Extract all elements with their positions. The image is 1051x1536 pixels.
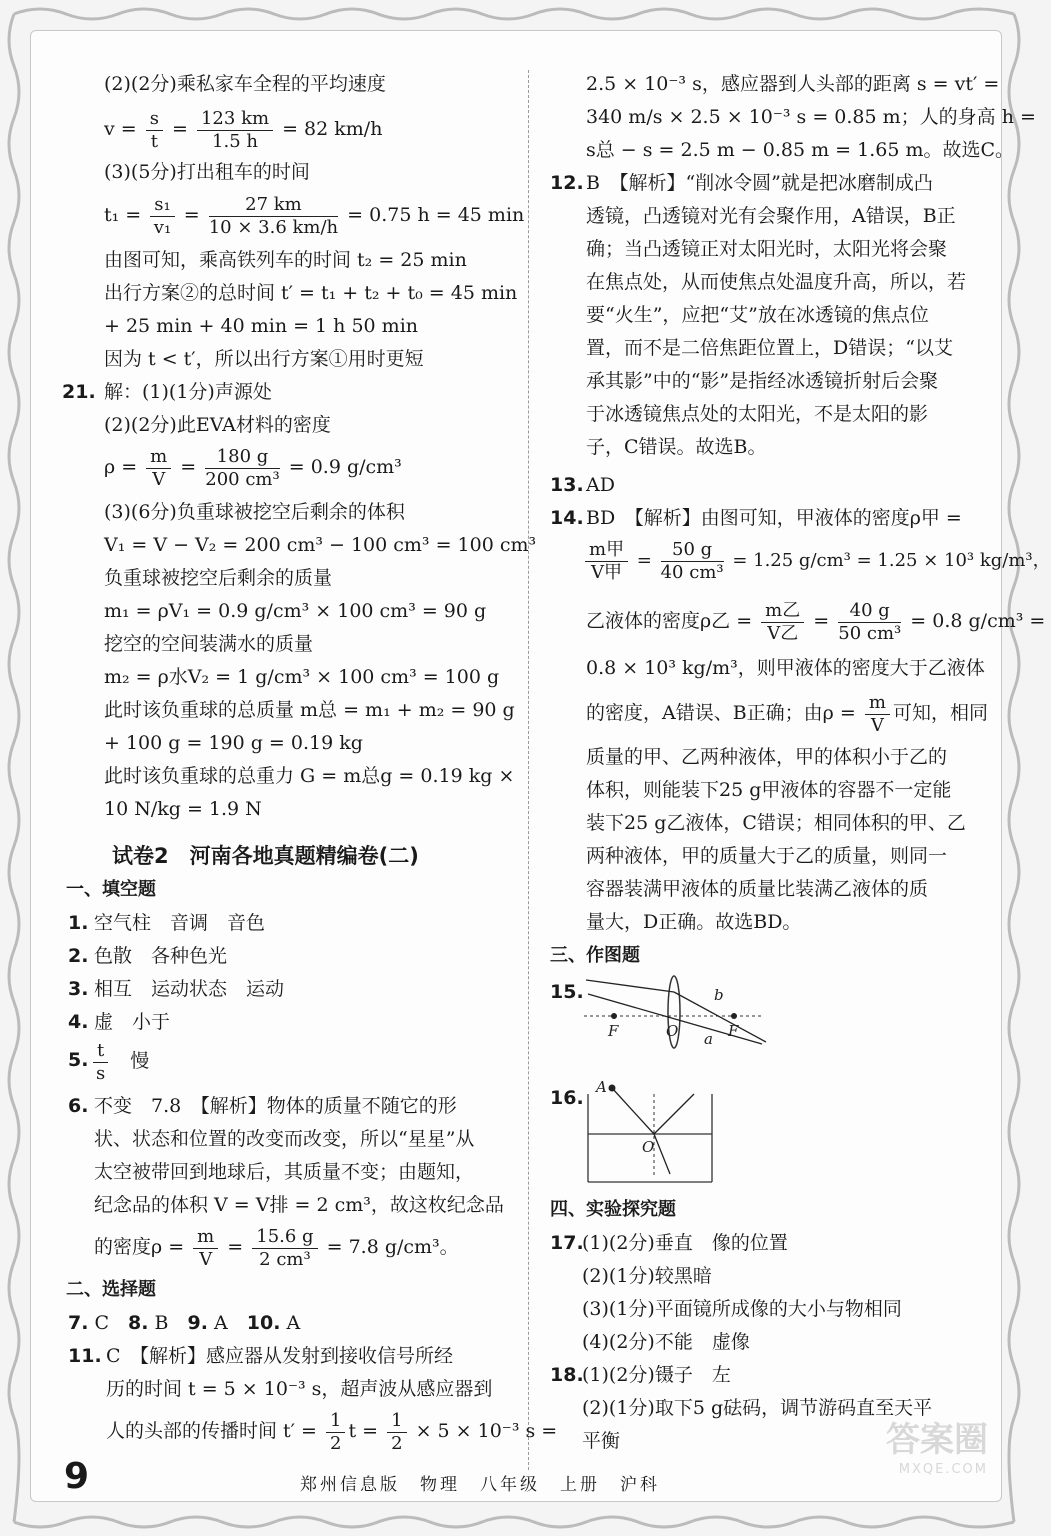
label-a: A [596, 1078, 607, 1096]
question-number: 17. [550, 1232, 584, 1254]
column-divider [528, 70, 529, 1470]
fraction: $\frac{\text{s₁}}{\text{v₁}}$ [150, 194, 174, 239]
refraction-diagram [588, 1078, 728, 1188]
fraction: $\frac{\text{m乙}}{\text{V乙}}$ [761, 600, 804, 645]
label-b: b [714, 986, 724, 1004]
fraction: $\frac{\text{m甲}}{\text{V甲}}$ [585, 539, 628, 584]
fraction: $\frac{50 g}{\text{40 cm³}}$ [660, 538, 724, 583]
section-heading: 二、选择题 [66, 1279, 156, 1300]
question-number: 12. [550, 172, 584, 194]
formula-line: 乙液体的密度ρ乙 = $\frac{\text{m乙}}{\text{V乙}}$ = $\frac{40 g}{\text{50 cm³}}$ = 0.8 g/cm³ = [586, 599, 1046, 644]
answer-line: 于冰透镜焦点处的太阳光，不是太阳的影 [586, 403, 929, 425]
left-column [62, 66, 558, 1454]
answer-line: 装下25 g乙液体，C错误；相同体积的甲、乙 [586, 812, 966, 834]
answer-line: (3)(1分)平面镜所成像的大小与物相同 [582, 1298, 902, 1320]
label-o: O [642, 1138, 655, 1156]
section-heading: 一、填空题 [66, 879, 156, 900]
answer-line: $\frac{t}{s}$ 慢 [90, 1036, 149, 1086]
answer-line: 子，C错误。故选B。 [586, 436, 767, 458]
answer-line: 挖空的空间装满水的质量 [104, 633, 314, 655]
answer-line: (3)(5分)打出租车的时间 [104, 161, 310, 183]
question-number: 3. [68, 978, 89, 1000]
fraction: $\frac{40 g}{\text{50 cm³}}$ [838, 599, 902, 644]
answer-line: 置，而不是二倍焦距位置上，D错误；“以艾 [586, 337, 953, 359]
formula-line: 人的头部的传播时间 t′ = $\frac{1}{2}$ t = $\frac{1}{2}$ × 5 × 10⁻³ s = [106, 1409, 558, 1454]
answer-line: 2.5 × 10⁻³ s，感应器到人头部的距离 s = vt′ = [586, 73, 1000, 95]
formula-line: t₁ = $\frac{\text{s₁}}{\text{v₁}}$ = $\frac{27 km}{10 \times 3.6 km/h}$ = 0.75 h = 45 min [104, 193, 525, 238]
answer-line: 虚 小于 [94, 1011, 171, 1033]
fraction: $\frac{27 km}{10 \times 3.6 km/h}$ [208, 193, 339, 238]
fraction: $\frac{t}{s}$ [93, 1040, 108, 1085]
question-number: 5. [68, 1049, 89, 1071]
answer-line: 7. C 8. B 9. A 10. A [68, 1312, 301, 1334]
question-number: 11. [68, 1345, 102, 1367]
answer-line: (2)(2分)乘私家车全程的平均速度 [104, 73, 386, 95]
question-number: 16. [550, 1087, 584, 1109]
answer-line: C 【解析】感应器从发射到接收信号所经 [106, 1345, 454, 1367]
fraction: $\frac{m}{V}$ [193, 1226, 218, 1271]
question-number: 18. [550, 1364, 584, 1386]
answer-line: 量大，D正确。故选BD。 [586, 911, 802, 933]
answer-line: + 100 g = 190 g = 0.19 kg [104, 732, 363, 754]
label-f-left: F [608, 1022, 619, 1040]
answer-line: 要“火生”，应把“艾”放在冰透镜的焦点位 [586, 304, 929, 326]
lens-ray-diagram [584, 972, 774, 1052]
answer-line: 体积，则能装下25 g甲液体的容器不一定能 [586, 779, 952, 801]
answer-line: 空气柱 音调 音色 [94, 912, 266, 934]
label-f-right: F [728, 1022, 739, 1040]
incident-ray [586, 980, 674, 992]
answer-line: 承其影”中的“影”是指经冰透镜折射后会聚 [586, 370, 939, 392]
formula-line: $\frac{\text{m甲}}{\text{V甲}}$ = $\frac{50 g}{\text{40 cm³}}$ = 1.25 g/cm³ = 1.25 × 10³ kg/m³， [582, 536, 1051, 586]
answer-line: s总 − s = 2.5 m − 0.85 m = 1.65 m。故选C。 [586, 139, 1015, 161]
label-o: O [666, 1022, 679, 1040]
answer-line: (1)(2分)垂直 像的位置 [582, 1232, 788, 1254]
answer-line: 质量的甲、乙两种液体，甲的体积小于乙的 [586, 746, 948, 768]
answer-line: (2)(1分)较黑暗 [582, 1265, 712, 1287]
answer-line: 纪念品的体积 V = V排 = 2 cm³，故这枚纪念品 [94, 1194, 504, 1216]
answer-line: 透镜，凸透镜对光有会聚作用，A错误，B正 [586, 205, 956, 227]
answer-line: 解：(1)(1分)声源处 [104, 381, 272, 403]
answer-line: (2)(1分)取下5 g砝码，调节游码直至天平 [582, 1397, 933, 1419]
question-number: 6. [68, 1095, 89, 1117]
answer-line: V₁ = V − V₂ = 200 cm³ − 100 cm³ = 100 cm³ [104, 534, 537, 556]
answer-line: 两种液体，甲的质量大于乙的质量，则同一 [586, 845, 948, 867]
answer-line: AD [586, 474, 615, 496]
answer-line: (3)(6分)负重球被挖空后剩余的体积 [104, 501, 405, 523]
answer-line: 在焦点处，从而使焦点处温度升高，所以，若 [586, 271, 967, 293]
page-number: 9 [64, 1456, 90, 1497]
answer-line: 确；当凸透镜正对太阳光时，太阳光将会聚 [586, 238, 948, 260]
fraction: $\frac{1}{2}$ [326, 1410, 345, 1455]
fraction: $\frac{123 km}{1.5 h}$ [197, 108, 273, 153]
formula-line: v = $\frac{s}{t}$ = $\frac{123 km}{1.5 h}$ = 82 km/h [104, 107, 383, 152]
fraction: $\frac{s}{t}$ [146, 108, 163, 153]
answer-line: 容器装满甲液体的质量比装满乙液体的质 [586, 878, 929, 900]
section-title: 试卷2 河南各地真题精编卷(二) [112, 844, 419, 868]
focus-point-left [611, 1013, 617, 1019]
answer-line: 此时该负重球的总重力 G = m总g = 0.19 kg × [104, 765, 515, 787]
section-heading: 三、作图题 [550, 945, 640, 966]
answer-line: 色散 各种色光 [94, 945, 228, 967]
answer-line: 相互 运动状态 运动 [94, 978, 285, 1000]
question-number: 15. [550, 981, 584, 1003]
watermark-logo: 答案圈 MXQE.COM [886, 1420, 988, 1477]
incident-ray [612, 1088, 654, 1134]
answer-line: B 【解析】“削冰令圆”就是把冰磨制成凸 [586, 172, 933, 194]
fraction: $\frac{1}{2}$ [387, 1410, 406, 1455]
fraction: $\frac{m}{V}$ [865, 692, 890, 737]
question-number: 14. [550, 507, 584, 529]
fraction: $\frac{180 g}{\text{200 cm³}}$ [205, 445, 280, 490]
answer-line: 状、状态和位置的改变而改变，所以“星星”从 [94, 1128, 475, 1150]
answer-line: 此时该负重球的总质量 m总 = m₁ + m₂ = 90 g [104, 699, 515, 721]
answer-line: m₂ = ρ水V₂ = 1 g/cm³ × 100 cm³ = 100 g [104, 666, 500, 688]
answer-line: 负重球被挖空后剩余的质量 [104, 567, 333, 589]
answer-line: (2)(2分)此EVA材料的密度 [104, 414, 331, 436]
answer-line: 平衡 [582, 1430, 621, 1452]
formula-line: ρ = $\frac{m}{V}$ = $\frac{180 g}{\text{200 cm³}}$ = 0.9 g/cm³ [104, 445, 402, 490]
answer-line: 太空被带回到地球后，其质量不变；由题知， [94, 1161, 475, 1183]
footer-text: 郑州信息版 物理 八年级 上册 沪科 [300, 1475, 660, 1495]
question-number: 13. [550, 474, 584, 496]
focus-point-right [731, 1013, 737, 1019]
answer-line: BD 【解析】由图可知，甲液体的密度ρ甲 = [586, 507, 962, 529]
reflected-ray [654, 1094, 694, 1134]
answer-line: 不变 7.8 【解析】物体的质量不随它的形 [94, 1095, 457, 1117]
answer-line: 340 m/s × 2.5 × 10⁻³ s = 0.85 m；人的身高 h = [586, 106, 1036, 128]
fraction: $\frac{m}{V}$ [146, 446, 171, 491]
question-number: 21. [62, 381, 96, 403]
section-heading: 四、实验探究题 [550, 1199, 676, 1220]
answer-line: (1)(2分)镊子 左 [582, 1364, 731, 1386]
answer-line: + 25 min + 40 min = 1 h 50 min [104, 315, 419, 337]
answer-line: 历的时间 t = 5 × 10⁻³ s，超声波从感应器到 [106, 1378, 493, 1400]
fraction: $\frac{15.6 g}{\text{2 cm³}}$ [252, 1226, 317, 1271]
answer-line: 因为 t < t′，所以出行方案①用时更短 [104, 348, 424, 370]
question-number: 1. [68, 912, 89, 934]
answer-line: 10 N/kg = 1.9 N [104, 798, 262, 820]
answer-line: 0.8 × 10³ kg/m³，则甲液体的密度大于乙液体 [586, 657, 985, 679]
answer-line: 出行方案②的总时间 t′ = t₁ + t₂ + t₀ = 45 min [104, 282, 518, 304]
refracted-ray [654, 1134, 670, 1174]
answer-line: m₁ = ρV₁ = 0.9 g/cm³ × 100 cm³ = 90 g [104, 600, 487, 622]
question-number: 4. [68, 1011, 89, 1033]
question-number: 2. [68, 945, 89, 967]
formula-line: 的密度，A错误、B正确；由ρ = $\frac{m}{V}$ 可知，相同 [586, 691, 988, 736]
answer-line: (4)(2分)不能 虚像 [582, 1331, 750, 1353]
label-a: a [704, 1030, 713, 1048]
formula-line: 的密度ρ = $\frac{m}{V}$ = $\frac{15.6 g}{\text{2 cm³}}$ = 7.8 g/cm³。 [94, 1225, 459, 1270]
answer-line: 由图可知，乘高铁列车的时间 t₂ = 25 min [104, 249, 467, 271]
